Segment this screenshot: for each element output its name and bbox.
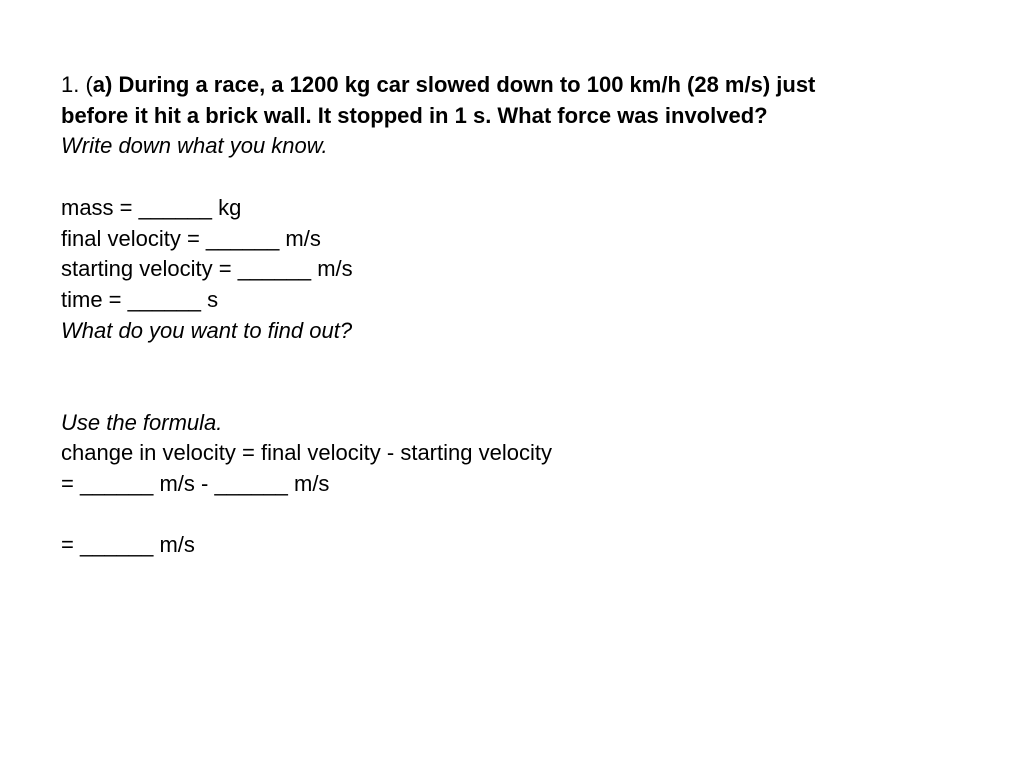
question-text-part-2: before it hit a brick wall. It stopped in 1 s. What force was involved?	[61, 102, 768, 128]
question-number: 1. (	[61, 72, 93, 97]
known-starting-velocity: starting velocity = ______ m/s	[61, 256, 353, 282]
question-text-part-1: a) During a race, a 1200 kg car slowed down to 100 km/h (28 m/s) just	[92, 72, 816, 97]
question-title-line-1	[61, 70, 981, 101]
prompt-find-out: What do you want to find out?	[61, 317, 353, 343]
worksheet-content	[61, 70, 981, 561]
known-time: time = ______ s	[61, 286, 219, 312]
spacer	[61, 377, 981, 408]
formula-substitution: = ______ m/s - ______ m/s	[61, 471, 330, 497]
spacer	[61, 346, 981, 377]
spacer	[61, 500, 981, 531]
formula-result: = ______ m/s	[61, 532, 195, 558]
prompt-use-formula: Use the formula.	[61, 409, 223, 435]
prompt-write-known: Write down what you know.	[61, 133, 328, 159]
formula-definition: change in velocity = final velocity - starting velocity	[61, 440, 552, 466]
known-mass: mass = ______ kg	[61, 194, 242, 220]
known-final-velocity: final velocity = ______ m/s	[61, 225, 321, 251]
spacer	[61, 162, 981, 193]
